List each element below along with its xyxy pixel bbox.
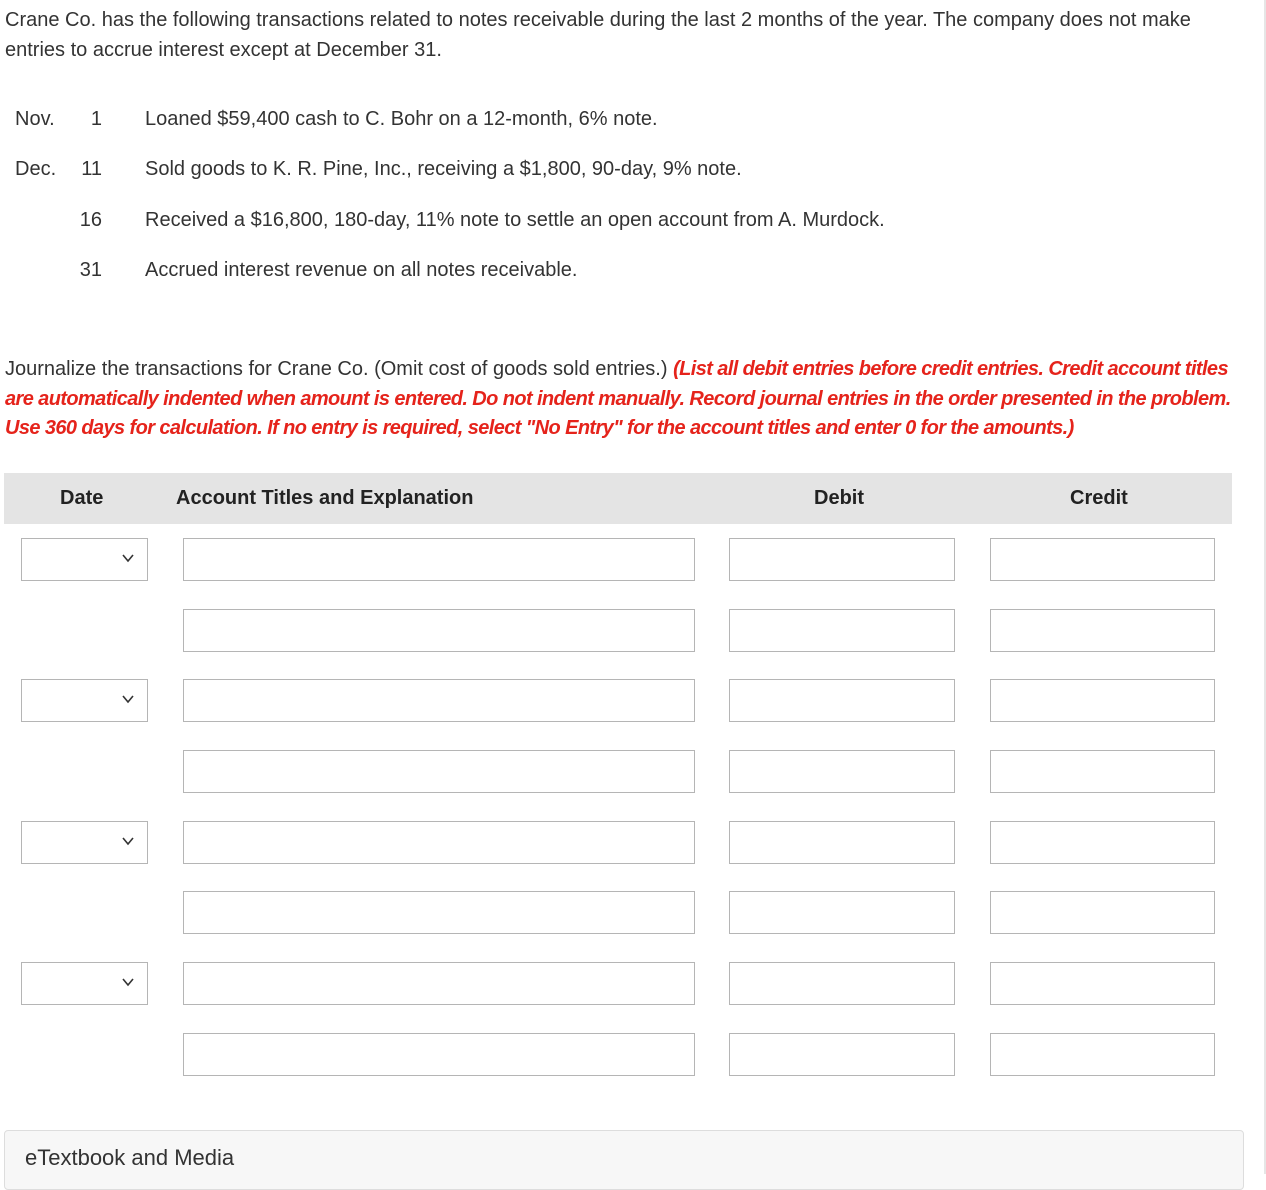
transaction-month: Dec. bbox=[15, 158, 57, 180]
transaction-description: Received a $16,800, 180-day, 11% note to settle an open account from A. Murdock. bbox=[145, 209, 885, 231]
credit-column-header: Credit bbox=[1070, 487, 1128, 509]
chevron-down-icon bbox=[121, 551, 135, 565]
transaction-day: 11 bbox=[81, 158, 102, 180]
chevron-down-icon bbox=[121, 975, 135, 989]
account-column-header: Account Titles and Explanation bbox=[176, 487, 474, 509]
debit-input[interactable] bbox=[729, 750, 955, 793]
instruction-text: Journalize the transactions for Crane Co. (Omit cost of goods sold entries.) bbox=[5, 358, 674, 380]
date-select[interactable] bbox=[21, 538, 148, 581]
credit-input[interactable] bbox=[990, 538, 1215, 581]
chevron-down-icon bbox=[121, 834, 135, 848]
account-title-input[interactable] bbox=[183, 821, 695, 864]
etextbook-media-label: eTextbook and Media bbox=[25, 1145, 235, 1170]
credit-input[interactable] bbox=[990, 962, 1215, 1005]
credit-input[interactable] bbox=[990, 891, 1215, 934]
date-select[interactable] bbox=[21, 821, 148, 864]
account-title-input[interactable] bbox=[183, 891, 695, 934]
credit-input[interactable] bbox=[990, 679, 1215, 722]
journal-table-header bbox=[4, 473, 1232, 524]
debit-column-header: Debit bbox=[814, 487, 864, 509]
account-title-input[interactable] bbox=[183, 609, 695, 652]
debit-input[interactable] bbox=[729, 609, 955, 652]
transaction-description: Accrued interest revenue on all notes receivable. bbox=[145, 259, 578, 281]
account-title-input[interactable] bbox=[183, 679, 695, 722]
account-title-input[interactable] bbox=[183, 962, 695, 1005]
credit-input[interactable] bbox=[990, 609, 1215, 652]
date-select[interactable] bbox=[21, 962, 148, 1005]
transaction-day: 31 bbox=[79, 259, 102, 281]
problem-intro: Crane Co. has the following transactions related to notes receivable during the last 2 months of the year. The company does not make entries to accrue interest except at December 31. bbox=[5, 9, 1191, 61]
transaction-description: Loaned $59,400 cash to C. Bohr on a 12-month, 6% note. bbox=[145, 108, 658, 130]
account-title-input[interactable] bbox=[183, 538, 695, 581]
account-title-input[interactable] bbox=[183, 750, 695, 793]
instruction-note: (List all debit entries before credit entries. Credit account titles are automatically indented when amount is entered. Do not indent manually. Record journal entries in the order presented in the problem. Use 360 days for calculation. If no entry is required, select "No Entry" for the account titles and enter 0 for the amounts.) bbox=[5, 358, 1231, 439]
credit-input[interactable] bbox=[990, 1033, 1215, 1076]
credit-input[interactable] bbox=[990, 750, 1215, 793]
date-column-header: Date bbox=[60, 487, 104, 509]
debit-input[interactable] bbox=[729, 891, 955, 934]
transaction-description: Sold goods to K. R. Pine, Inc., receiving a $1,800, 90-day, 9% note. bbox=[145, 158, 742, 180]
debit-input[interactable] bbox=[729, 679, 955, 722]
instructions bbox=[5, 355, 1245, 444]
credit-input[interactable] bbox=[990, 821, 1215, 864]
transaction-month: Nov. bbox=[15, 108, 55, 130]
chevron-down-icon bbox=[121, 692, 135, 706]
transaction-day: 1 bbox=[90, 108, 102, 130]
etextbook-media-panel[interactable] bbox=[4, 1130, 1244, 1190]
debit-input[interactable] bbox=[729, 821, 955, 864]
debit-input[interactable] bbox=[729, 1033, 955, 1076]
transaction-day: 16 bbox=[79, 209, 102, 231]
debit-input[interactable] bbox=[729, 538, 955, 581]
account-title-input[interactable] bbox=[183, 1033, 695, 1076]
debit-input[interactable] bbox=[729, 962, 955, 1005]
date-select[interactable] bbox=[21, 679, 148, 722]
